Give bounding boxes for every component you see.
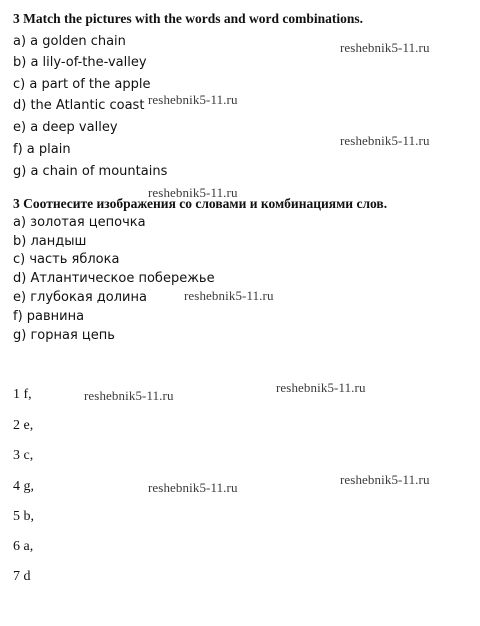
russian-item-c: c) часть яблока	[13, 252, 120, 267]
answer-7: 7 d	[13, 569, 31, 584]
watermark: reshebnik5-11.ru	[148, 185, 238, 200]
english-item-f: f) a plain	[13, 142, 71, 157]
answer-4: 4 g,	[13, 479, 34, 494]
english-item-d: d) the Atlantic coast	[13, 98, 145, 113]
watermark: reshebnik5-11.ru	[340, 133, 430, 148]
english-task-heading: 3 Match the pictures with the words and word combinations.	[13, 11, 364, 26]
answer-2: 2 e,	[13, 418, 34, 433]
russian-task-heading: 3 Соотнесите изображения со словами и комбинациями слов.	[13, 196, 388, 211]
watermark: reshebnik5-11.ru	[84, 388, 174, 403]
watermark: reshebnik5-11.ru	[340, 40, 430, 55]
watermark: reshebnik5-11.ru	[148, 92, 238, 107]
english-item-c: c) a part of the apple	[13, 77, 151, 92]
answer-3: 3 c,	[13, 448, 34, 463]
russian-item-f: f) равнина	[13, 309, 85, 324]
english-item-b: b) a lily-of-the-valley	[13, 55, 147, 70]
answer-1: 1 f,	[13, 387, 32, 402]
watermark: reshebnik5-11.ru	[340, 472, 430, 487]
english-item-a: a) a golden chain	[13, 34, 126, 49]
russian-item-b: b) ландыш	[13, 234, 87, 249]
english-item-e: e) a deep valley	[13, 120, 118, 135]
english-item-g: g) a chain of mountains	[13, 164, 168, 179]
russian-item-a: a) золотая цепочка	[13, 215, 146, 230]
answer-6: 6 a,	[13, 539, 34, 554]
watermark: reshebnik5-11.ru	[276, 380, 366, 395]
watermark: reshebnik5-11.ru	[148, 480, 238, 495]
russian-item-e: e) глубокая долина	[13, 290, 147, 305]
answer-5: 5 b,	[13, 509, 34, 524]
watermark: reshebnik5-11.ru	[184, 288, 274, 303]
russian-item-g: g) горная цепь	[13, 328, 115, 343]
russian-item-d: d) Атлантическое побережье	[13, 271, 215, 286]
